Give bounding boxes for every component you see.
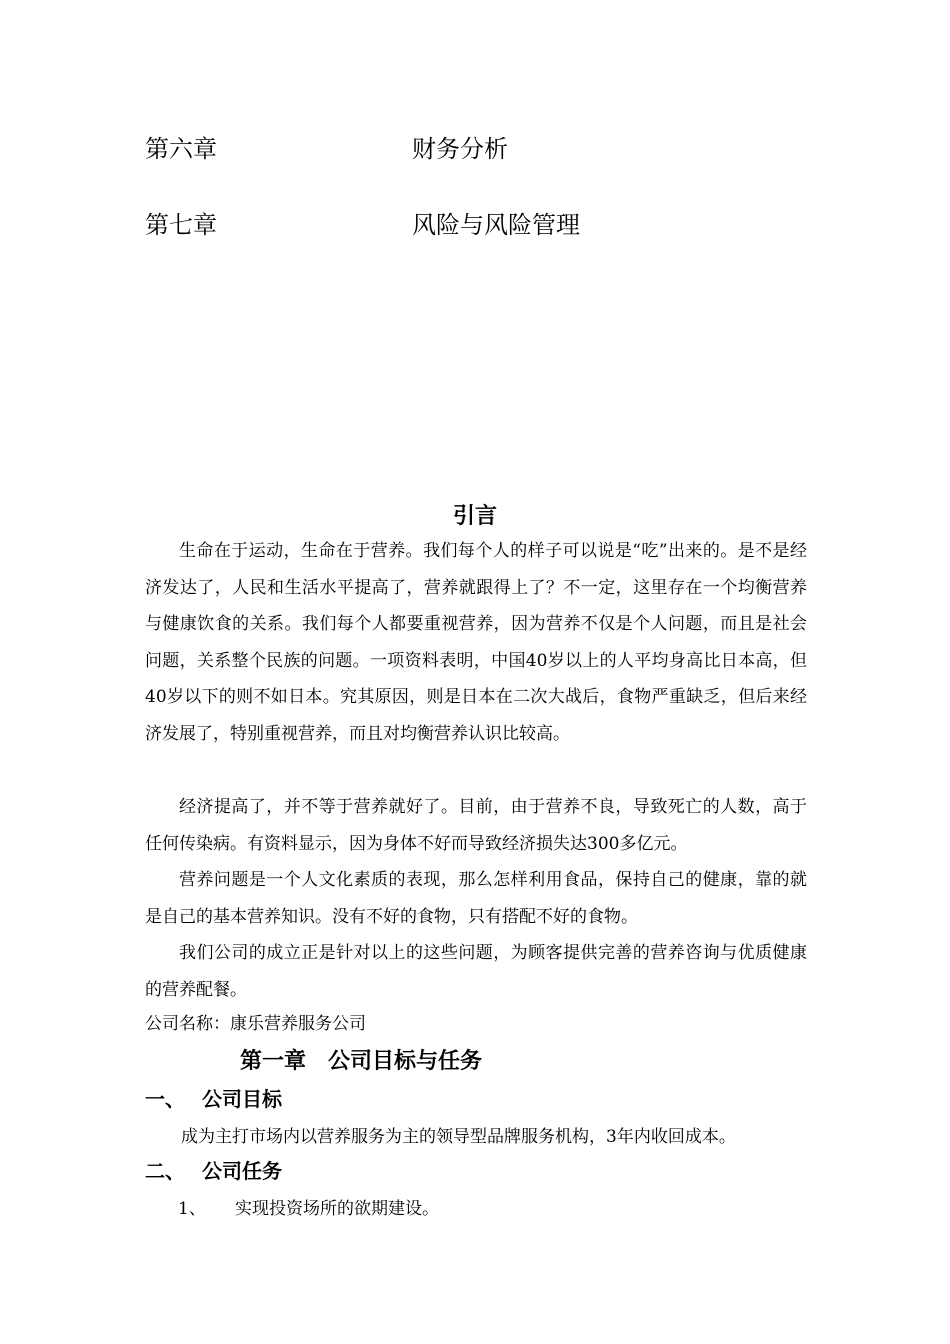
intro-paragraph-1: 生命在于运动，生命在于营养。我们每个人的样子可以说是“吃”出来的。是不是经济发达了，人民和生活水平提高了，营养就跟得上了？不一定，这里存在一个均衡营养与健康饮食的关系。我们每个人都要重视营养，因为营养不仅是个人问题，而且是社会问题，关系整个民族的问题。一项资料表明，中国40岁以上的人平均身高比日本高，但40岁以下的则不如日本。究其原因，则是日本在二次大战后，食物严重缺乏，但后来经济发展了，特别重视营养，而且对均衡营养认识比较高。 bbox=[145, 541, 807, 744]
intro-title: 引言 bbox=[452, 504, 497, 529]
intro-paragraph-3: 营养问题是一个人文化素质的表现，那么怎样利用食品，保持自己的健康，靠的就是自己的基本营养知识。没有不好的食物，只有搭配不好的食物。 bbox=[145, 870, 807, 927]
chapter-1-title: 第一章 公司目标与任务 bbox=[240, 1049, 483, 1074]
list-item-1-text: 实现投资场所的欲期建设。 bbox=[235, 1199, 439, 1219]
toc-chapter-6-number: 第六章 bbox=[145, 135, 217, 163]
toc-chapter-7-title: 风险与风险管理 bbox=[412, 211, 580, 239]
section-1-text: 成为主打市场内以营养服务为主的领导型品牌服务机构，3年内收回成本。 bbox=[181, 1127, 736, 1147]
intro-paragraph-4: 我们公司的成立正是针对以上的这些问题，为顾客提供完善的营养咨询与优质健康的营养配餐。 bbox=[145, 943, 807, 1000]
section-2-number: 二、 bbox=[145, 1159, 185, 1183]
section-2-title: 公司任务 bbox=[202, 1159, 282, 1183]
section-1-title: 公司目标 bbox=[202, 1087, 282, 1111]
toc-chapter-6-title: 财务分析 bbox=[412, 135, 508, 163]
intro-paragraph-2: 经济提高了，并不等于营养就好了。目前，由于营养不良，导致死亡的人数，高于任何传染病。有资料显示，因为身体不好而导致经济损失达300多亿元。 bbox=[145, 797, 807, 854]
toc-chapter-7-number: 第七章 bbox=[145, 211, 217, 239]
section-1-number: 一、 bbox=[145, 1087, 185, 1111]
company-name-line: 公司名称：康乐营养服务公司 bbox=[145, 1014, 366, 1034]
list-item-1-number: 1、 bbox=[178, 1199, 206, 1219]
